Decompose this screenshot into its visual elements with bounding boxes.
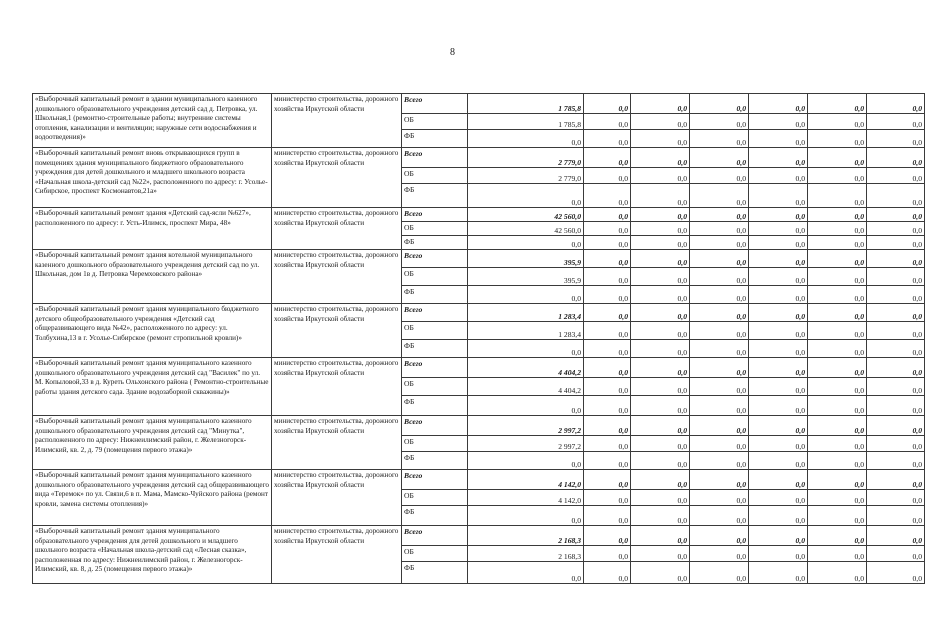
amount-cell: 0,0	[749, 130, 808, 148]
amount-cell: 0,0	[468, 452, 584, 470]
responsible-executor: министерство строительства, дорожного хозяйства Иркутской области	[272, 94, 402, 148]
amount-cell: 0,0	[749, 250, 808, 268]
amount-cell: 0,0	[690, 490, 749, 506]
object-description: «Выборочный капитальный ремонт здания «Детский сад-ясли №627», расположенного по адресу: г. Усть-Илимск, проспект Мира, 48»	[33, 208, 272, 250]
funding-table	[32, 93, 925, 584]
amount-cell: 0,0	[584, 340, 631, 358]
amount-cell: 395,9	[468, 250, 584, 268]
amount-cell: 0,0	[690, 268, 749, 286]
table-row	[33, 526, 925, 546]
amount-cell: 0,0	[690, 114, 749, 130]
funding-source: ФБ	[402, 396, 468, 416]
amount-cell: 0,0	[631, 436, 690, 452]
amount-cell: 0,0	[584, 268, 631, 286]
amount-cell: 0,0	[867, 562, 925, 584]
funding-source: Всего	[402, 94, 468, 114]
amount-cell: 0,0	[808, 490, 867, 506]
amount-cell: 0,0	[867, 322, 925, 340]
funding-source: ФБ	[402, 340, 468, 358]
amount-cell: 0,0	[808, 546, 867, 562]
amount-cell: 0,0	[749, 546, 808, 562]
amount-cell: 0,0	[468, 340, 584, 358]
amount-cell: 0,0	[867, 526, 925, 546]
amount-cell: 0,0	[867, 546, 925, 562]
amount-cell: 0,0	[584, 506, 631, 526]
amount-cell: 0,0	[584, 250, 631, 268]
amount-cell: 0,0	[631, 470, 690, 490]
amount-cell: 0,0	[867, 378, 925, 396]
table-row	[33, 416, 925, 436]
funding-source: ФБ	[402, 506, 468, 526]
table-row	[33, 358, 925, 378]
amount-cell: 0,0	[808, 470, 867, 490]
page-number: 8	[450, 47, 455, 58]
amount-cell: 0,0	[808, 286, 867, 304]
amount-cell: 0,0	[749, 358, 808, 378]
amount-cell: 0,0	[749, 396, 808, 416]
amount-cell: 0,0	[808, 322, 867, 340]
amount-cell: 0,0	[749, 416, 808, 436]
funding-source: ОБ	[402, 490, 468, 506]
funding-source: ФБ	[402, 562, 468, 584]
amount-cell: 0,0	[584, 526, 631, 546]
funding-source: ФБ	[402, 452, 468, 470]
amount-cell: 0,0	[749, 378, 808, 396]
funding-source: Всего	[402, 304, 468, 322]
amount-cell: 0,0	[867, 168, 925, 184]
amount-cell: 0,0	[867, 416, 925, 436]
amount-cell: 0,0	[584, 378, 631, 396]
amount-cell: 0,0	[631, 130, 690, 148]
amount-cell: 0,0	[808, 184, 867, 208]
funding-source: ОБ	[402, 322, 468, 340]
amount-cell: 0,0	[584, 358, 631, 378]
amount-cell: 4 142,0	[468, 490, 584, 506]
amount-cell: 0,0	[749, 490, 808, 506]
amount-cell: 0,0	[584, 416, 631, 436]
funding-source: ОБ	[402, 268, 468, 286]
amount-cell: 0,0	[468, 506, 584, 526]
amount-cell: 1 283,4	[468, 322, 584, 340]
amount-cell: 0,0	[749, 562, 808, 584]
amount-cell: 0,0	[584, 452, 631, 470]
funding-source: Всего	[402, 358, 468, 378]
amount-cell: 0,0	[690, 322, 749, 340]
amount-cell: 0,0	[631, 304, 690, 322]
amount-cell: 0,0	[867, 250, 925, 268]
amount-cell: 0,0	[808, 168, 867, 184]
amount-cell: 0,0	[867, 148, 925, 168]
amount-cell: 0,0	[631, 322, 690, 340]
amount-cell: 0,0	[867, 130, 925, 148]
amount-cell: 1 283,4	[468, 304, 584, 322]
amount-cell: 0,0	[749, 322, 808, 340]
amount-cell: 0,0	[749, 340, 808, 358]
amount-cell: 0,0	[690, 208, 749, 222]
table-row	[33, 94, 925, 114]
object-description: «Выборочный капитальный ремонт здания муниципального образовательного учреждения для детей дошкольного и младшего школьного возраста «Начальная школа-детский сад «Лесная сказка», расположенная по адресу: Нижнеилимский район, г. Железногорск-Илимский, кв. 8, д. 25 (помещения первого этажа)»	[33, 526, 272, 584]
amount-cell: 0,0	[808, 562, 867, 584]
funding-source: ФБ	[402, 130, 468, 148]
object-description: «Выборочный капитальный ремонт здания котельной муниципального казенного дошкольного образовательного учреждения детский сад по ул. Школьная, дом 1в д. Петровка Черемховского района»	[33, 250, 272, 304]
amount-cell: 0,0	[808, 130, 867, 148]
amount-cell: 0,0	[584, 490, 631, 506]
amount-cell: 0,0	[808, 452, 867, 470]
amount-cell: 0,0	[867, 470, 925, 490]
funding-source: ОБ	[402, 222, 468, 236]
amount-cell: 0,0	[749, 94, 808, 114]
amount-cell: 0,0	[690, 286, 749, 304]
amount-cell: 0,0	[584, 184, 631, 208]
amount-cell: 0,0	[631, 222, 690, 236]
amount-cell: 2 997,2	[468, 436, 584, 452]
amount-cell: 0,0	[584, 470, 631, 490]
amount-cell: 0,0	[631, 184, 690, 208]
amount-cell: 0,0	[867, 268, 925, 286]
amount-cell: 0,0	[631, 452, 690, 470]
amount-cell: 0,0	[808, 148, 867, 168]
funding-source: Всего	[402, 250, 468, 268]
amount-cell: 0,0	[690, 236, 749, 250]
amount-cell: 0,0	[584, 94, 631, 114]
amount-cell: 0,0	[749, 452, 808, 470]
amount-cell: 0,0	[808, 114, 867, 130]
amount-cell: 0,0	[867, 340, 925, 358]
amount-cell: 0,0	[631, 168, 690, 184]
amount-cell: 0,0	[749, 470, 808, 490]
funding-source: Всего	[402, 148, 468, 168]
amount-cell: 0,0	[749, 304, 808, 322]
amount-cell: 0,0	[749, 222, 808, 236]
funding-source: ОБ	[402, 436, 468, 452]
amount-cell: 395,9	[468, 268, 584, 286]
responsible-executor: министерство строительства, дорожного хозяйства Иркутской области	[272, 358, 402, 416]
amount-cell: 0,0	[867, 490, 925, 506]
amount-cell: 0,0	[867, 436, 925, 452]
funding-source: ФБ	[402, 236, 468, 250]
responsible-executor: министерство строительства, дорожного хозяйства Иркутской области	[272, 304, 402, 358]
amount-cell: 0,0	[808, 378, 867, 396]
amount-cell: 0,0	[808, 236, 867, 250]
responsible-executor: министерство строительства, дорожного хозяйства Иркутской области	[272, 416, 402, 470]
amount-cell: 0,0	[584, 286, 631, 304]
amount-cell: 0,0	[631, 286, 690, 304]
amount-cell: 0,0	[584, 222, 631, 236]
amount-cell: 0,0	[690, 358, 749, 378]
amount-cell: 0,0	[631, 94, 690, 114]
amount-cell: 0,0	[631, 546, 690, 562]
amount-cell: 0,0	[690, 184, 749, 208]
amount-cell: 0,0	[690, 546, 749, 562]
amount-cell: 0,0	[867, 184, 925, 208]
amount-cell: 0,0	[584, 114, 631, 130]
funding-source: Всего	[402, 416, 468, 436]
amount-cell: 0,0	[749, 148, 808, 168]
responsible-executor: министерство строительства, дорожного хозяйства Иркутской области	[272, 148, 402, 208]
amount-cell: 0,0	[808, 268, 867, 286]
amount-cell: 0,0	[584, 168, 631, 184]
amount-cell: 0,0	[690, 452, 749, 470]
amount-cell: 0,0	[867, 358, 925, 378]
amount-cell: 0,0	[690, 526, 749, 546]
funding-source: ФБ	[402, 184, 468, 208]
amount-cell: 0,0	[631, 340, 690, 358]
amount-cell: 0,0	[690, 222, 749, 236]
amount-cell: 2 168,3	[468, 526, 584, 546]
amount-cell: 0,0	[468, 286, 584, 304]
amount-cell: 0,0	[808, 416, 867, 436]
amount-cell: 2 168,3	[468, 546, 584, 562]
object-description: «Выборочный капитальный ремонт в здании муниципального казенного дошкольного образовательного учреждения детский сад д. Петровка, ул. Школьная,1 (ремонтно-строительные работы; внутренние системы отопления, канализации и вентиляции; наружные сети водоснабжения и водоотведения)»	[33, 94, 272, 148]
amount-cell: 0,0	[867, 222, 925, 236]
amount-cell: 0,0	[749, 268, 808, 286]
amount-cell: 2 779,0	[468, 168, 584, 184]
amount-cell: 0,0	[867, 286, 925, 304]
amount-cell: 0,0	[749, 506, 808, 526]
amount-cell: 0,0	[631, 250, 690, 268]
responsible-executor: министерство строительства, дорожного хозяйства Иркутской области	[272, 526, 402, 584]
amount-cell: 0,0	[631, 208, 690, 222]
amount-cell: 4 404,2	[468, 378, 584, 396]
amount-cell: 0,0	[808, 506, 867, 526]
amount-cell: 0,0	[690, 506, 749, 526]
amount-cell: 0,0	[631, 396, 690, 416]
amount-cell: 0,0	[468, 130, 584, 148]
amount-cell: 0,0	[808, 396, 867, 416]
amount-cell: 0,0	[867, 208, 925, 222]
table-row	[33, 148, 925, 168]
amount-cell: 0,0	[584, 562, 631, 584]
funding-source: ОБ	[402, 378, 468, 396]
amount-cell: 0,0	[749, 526, 808, 546]
amount-cell: 0,0	[749, 436, 808, 452]
object-description: «Выборочный капитальный ремонт здания муниципального казенного дошкольного образовательного учреждения детский сад общеразвивающего вида «Теремок» по ул. Связи,6 в п. Мама, Мамско-Чуйского района (ремонт кровли, замена системы отопления)»	[33, 470, 272, 526]
funding-source: ОБ	[402, 114, 468, 130]
amount-cell: 0,0	[808, 250, 867, 268]
amount-cell: 0,0	[867, 506, 925, 526]
funding-source: Всего	[402, 470, 468, 490]
amount-cell: 0,0	[867, 114, 925, 130]
amount-cell: 0,0	[808, 94, 867, 114]
amount-cell: 0,0	[631, 416, 690, 436]
amount-cell: 0,0	[690, 304, 749, 322]
amount-cell: 0,0	[631, 268, 690, 286]
amount-cell: 4 142,0	[468, 470, 584, 490]
amount-cell: 0,0	[808, 340, 867, 358]
amount-cell: 0,0	[749, 168, 808, 184]
amount-cell: 0,0	[867, 452, 925, 470]
amount-cell: 0,0	[584, 322, 631, 340]
amount-cell: 0,0	[690, 250, 749, 268]
amount-cell: 0,0	[867, 304, 925, 322]
amount-cell: 0,0	[867, 94, 925, 114]
amount-cell: 0,0	[808, 526, 867, 546]
amount-cell: 0,0	[808, 208, 867, 222]
amount-cell: 0,0	[808, 358, 867, 378]
amount-cell: 0,0	[690, 130, 749, 148]
amount-cell: 0,0	[584, 304, 631, 322]
amount-cell: 0,0	[631, 148, 690, 168]
amount-cell: 0,0	[690, 168, 749, 184]
amount-cell: 0,0	[631, 378, 690, 396]
amount-cell: 42 560,0	[468, 208, 584, 222]
amount-cell: 0,0	[584, 208, 631, 222]
funding-source: ОБ	[402, 546, 468, 562]
amount-cell: 0,0	[631, 114, 690, 130]
amount-cell: 0,0	[867, 236, 925, 250]
amount-cell: 0,0	[631, 490, 690, 506]
amount-cell: 1 785,8	[468, 114, 584, 130]
object-description: «Выборочный капитальный ремонт здания муниципального казенного дошкольного образовательного учреждения детский сад "Василек" по ул. М. Копыловой,33 в д. Куреть Ольхонского района ( Ремонтно-строительные работы здания детского сада. Здание водозаборной скважины)»	[33, 358, 272, 416]
responsible-executor: министерство строительства, дорожного хозяйства Иркутской области	[272, 208, 402, 250]
amount-cell: 0,0	[631, 236, 690, 250]
object-description: «Выборочный капитальный ремонт здания муниципального казенного дошкольного образовательного учреждения детский сад "Минутка", расположенного по адресу: Нижнеилимский район, г. Железногорск-Илимский, кв. 2, д. 79 (помещения первого этажа)»	[33, 416, 272, 470]
amount-cell: 1 785,8	[468, 94, 584, 114]
amount-cell: 0,0	[690, 416, 749, 436]
amount-cell: 0,0	[690, 396, 749, 416]
funding-source: ОБ	[402, 168, 468, 184]
object-description: «Выборочный капитальный ремонт здания муниципального бюджетного детского общеобразовательного учреждения «Детский сад общеразвивающего вида №42», расположенного по адресу: ул. Толбухина,13 в г. Усолье-Сибирское (ремонт стропильной кровли)»	[33, 304, 272, 358]
amount-cell: 0,0	[631, 562, 690, 584]
amount-cell: 0,0	[631, 526, 690, 546]
amount-cell: 0,0	[468, 184, 584, 208]
amount-cell: 0,0	[584, 148, 631, 168]
funding-source: ФБ	[402, 286, 468, 304]
amount-cell: 0,0	[631, 358, 690, 378]
amount-cell: 0,0	[468, 396, 584, 416]
object-description: «Выборочный капитальный ремонт вновь открывающихся групп в помещениях здания муниципального бюджетного образовательного учреждения для детей дошкольного и младшего школьного возраста «Начальная школа-детский сад №22», расположенного по адресу: г. Усолье-Сибирское, проспект Космонавтов,21а»	[33, 148, 272, 208]
amount-cell: 0,0	[584, 130, 631, 148]
amount-cell: 0,0	[584, 546, 631, 562]
responsible-executor: министерство строительства, дорожного хозяйства Иркутской области	[272, 250, 402, 304]
amount-cell: 0,0	[867, 396, 925, 416]
amount-cell: 0,0	[584, 396, 631, 416]
table-row	[33, 470, 925, 490]
funding-source: Всего	[402, 526, 468, 546]
amount-cell: 4 404,2	[468, 358, 584, 378]
amount-cell: 42 560,0	[468, 222, 584, 236]
amount-cell: 2 779,0	[468, 148, 584, 168]
amount-cell: 0,0	[749, 184, 808, 208]
amount-cell: 0,0	[808, 222, 867, 236]
table-row	[33, 304, 925, 322]
amount-cell: 0,0	[749, 114, 808, 130]
funding-source: Всего	[402, 208, 468, 222]
amount-cell: 0,0	[690, 436, 749, 452]
amount-cell: 0,0	[584, 436, 631, 452]
table-row	[33, 208, 925, 222]
amount-cell: 0,0	[468, 562, 584, 584]
amount-cell: 0,0	[690, 378, 749, 396]
amount-cell: 0,0	[690, 148, 749, 168]
amount-cell: 0,0	[631, 506, 690, 526]
amount-cell: 2 997,2	[468, 416, 584, 436]
amount-cell: 0,0	[749, 208, 808, 222]
amount-cell: 0,0	[749, 236, 808, 250]
amount-cell: 0,0	[690, 470, 749, 490]
amount-cell: 0,0	[749, 286, 808, 304]
amount-cell: 0,0	[468, 236, 584, 250]
amount-cell: 0,0	[690, 94, 749, 114]
responsible-executor: министерство строительства, дорожного хозяйства Иркутской области	[272, 470, 402, 526]
amount-cell: 0,0	[808, 436, 867, 452]
amount-cell: 0,0	[690, 340, 749, 358]
amount-cell: 0,0	[808, 304, 867, 322]
amount-cell: 0,0	[584, 236, 631, 250]
amount-cell: 0,0	[690, 562, 749, 584]
table-row	[33, 250, 925, 268]
